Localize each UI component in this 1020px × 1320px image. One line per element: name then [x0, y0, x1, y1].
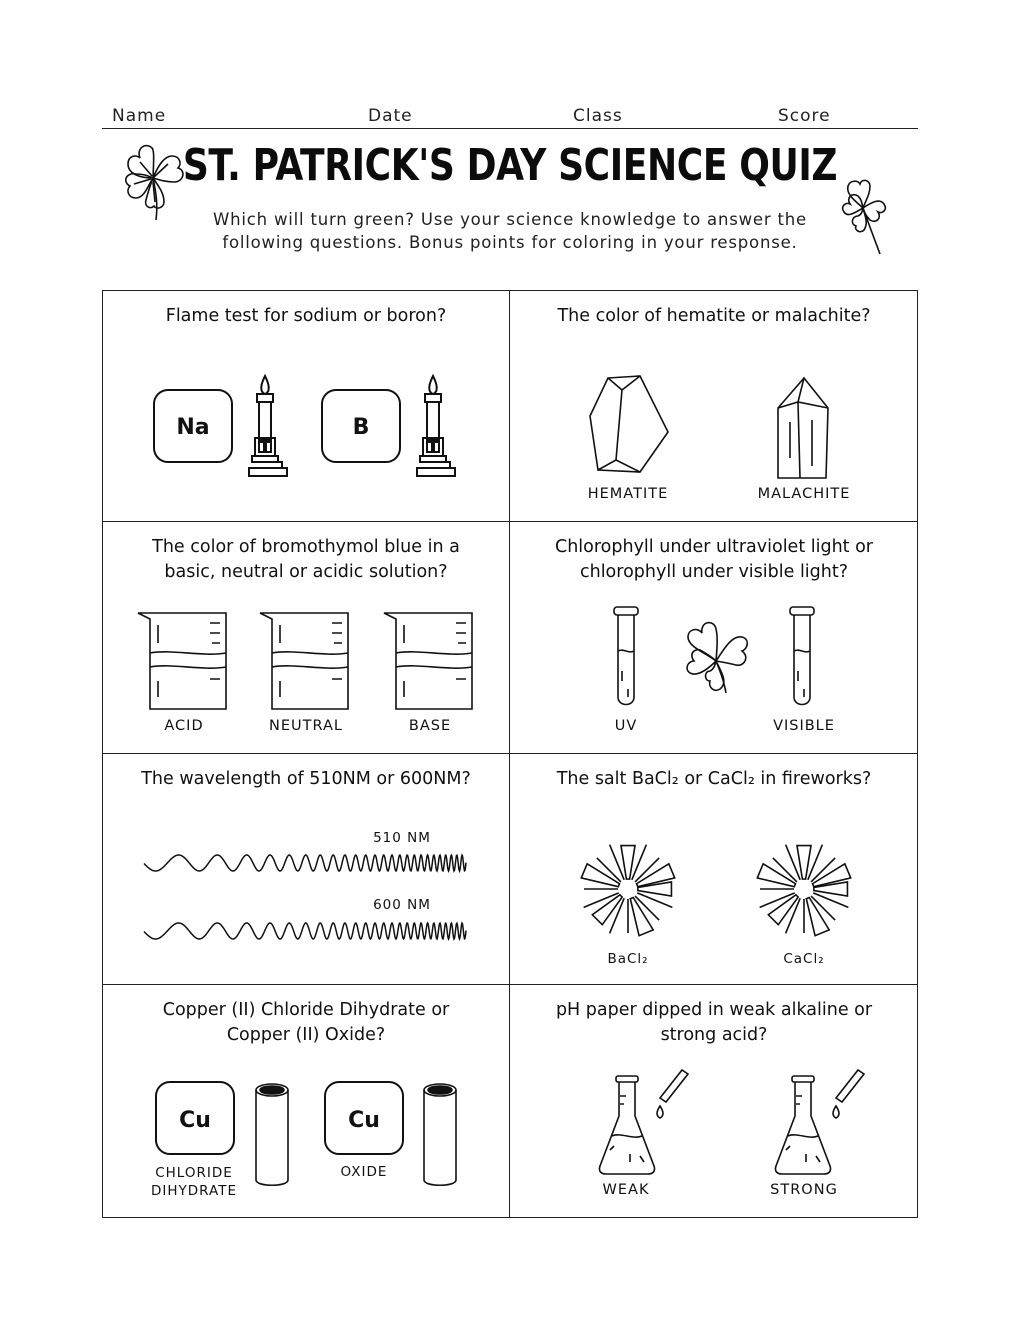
fireworks-illustration [510, 753, 918, 985]
question-text-line-2: strong acid? [660, 1025, 768, 1045]
base-label: BASE [408, 718, 452, 734]
question-text: The salt BaCl₂ or CaCl₂ in fireworks? [556, 769, 872, 789]
instructions-line-1: Which will turn green? Use your science knowledge to answer the [213, 210, 807, 229]
question-text-line-1: Copper (II) Chloride Dihydrate or [162, 1000, 450, 1020]
test-tubes-illustration [510, 521, 918, 753]
page-title: ST. PATRICK'S DAY SCIENCE QUIZ [182, 140, 838, 191]
firework-burst-bacl2 [581, 845, 674, 936]
acid-label: ACID [164, 718, 204, 734]
600nm-label: 600 NM [373, 897, 431, 913]
score-field-label: Score [778, 106, 831, 126]
hematite-label: HEMATITE [587, 486, 669, 502]
oxide-label: OXIDE [340, 1164, 388, 1180]
question-cell-ph-paper [510, 984, 918, 1216]
chloride-label-line-2: DIHYDRATE [151, 1183, 237, 1199]
weak-label: WEAK [602, 1182, 650, 1198]
question-text-line-1: Chlorophyll under ultraviolet light or [554, 537, 874, 557]
uv-label: UV [614, 718, 638, 734]
question-text: The wavelength of 510NM or 600NM? [141, 769, 471, 789]
malachite-label: MALACHITE [757, 486, 851, 502]
firework-ray [814, 882, 848, 896]
bacl2-label: BaCl₂ [607, 951, 649, 967]
name-field-label: Name [112, 106, 167, 126]
copper-oxide-symbol: Cu [348, 1108, 380, 1133]
510nm-label: 510 NM [373, 830, 431, 846]
question-cell-fireworks [510, 753, 918, 985]
wavelength-illustration [102, 753, 510, 985]
question-text-line-2: basic, neutral or acidic solution? [164, 562, 448, 582]
chloride-label-line-1: CHLORIDE [155, 1165, 233, 1181]
sodium-symbol: Na [176, 415, 210, 440]
instructions-line-2: following questions. Bonus points for coloring in your response. [222, 233, 798, 252]
question-text: The color of hematite or malachite? [557, 306, 871, 326]
flame-test-illustration [102, 290, 510, 522]
question-text-line-1: pH paper dipped in weak alkaline or [555, 1000, 873, 1020]
question-text-line-1: The color of bromothymol blue in a [152, 537, 460, 557]
firework-burst-cacl2 [757, 845, 850, 936]
date-field-label: Date [368, 106, 413, 126]
copper-chloride-symbol: Cu [179, 1108, 211, 1133]
firework-ray [768, 895, 798, 925]
question-cell-wavelength [102, 753, 510, 985]
strong-label: STRONG [770, 1182, 838, 1198]
header-line [102, 128, 918, 129]
firework-ray [592, 895, 622, 925]
firework-ray [638, 882, 672, 896]
class-field-label: Class [573, 106, 623, 126]
firework-ray [797, 846, 811, 880]
question-cell-chlorophyll [510, 521, 918, 753]
instructions [170, 208, 850, 254]
question-text: Flame test for sodium or boron? [165, 306, 447, 326]
cacl2-label: CaCl₂ [783, 951, 825, 967]
boron-symbol: B [352, 415, 370, 440]
question-cell-minerals [510, 290, 918, 522]
flasks-illustration [510, 984, 918, 1216]
firework-ray [621, 846, 635, 880]
question-cell-bromothymol [102, 521, 510, 753]
question-cell-flame-test [102, 290, 510, 522]
question-text-line-2: Copper (II) Oxide? [226, 1025, 386, 1045]
wave-510nm [144, 855, 466, 871]
chloride-dihydrate-label [134, 1164, 254, 1200]
question-cell-copper [102, 984, 510, 1216]
question-text-line-2: chlorophyll under visible light? [579, 562, 849, 582]
visible-label: VISIBLE [773, 718, 835, 734]
neutral-label: NEUTRAL [269, 718, 343, 734]
wave-600nm [144, 923, 466, 939]
